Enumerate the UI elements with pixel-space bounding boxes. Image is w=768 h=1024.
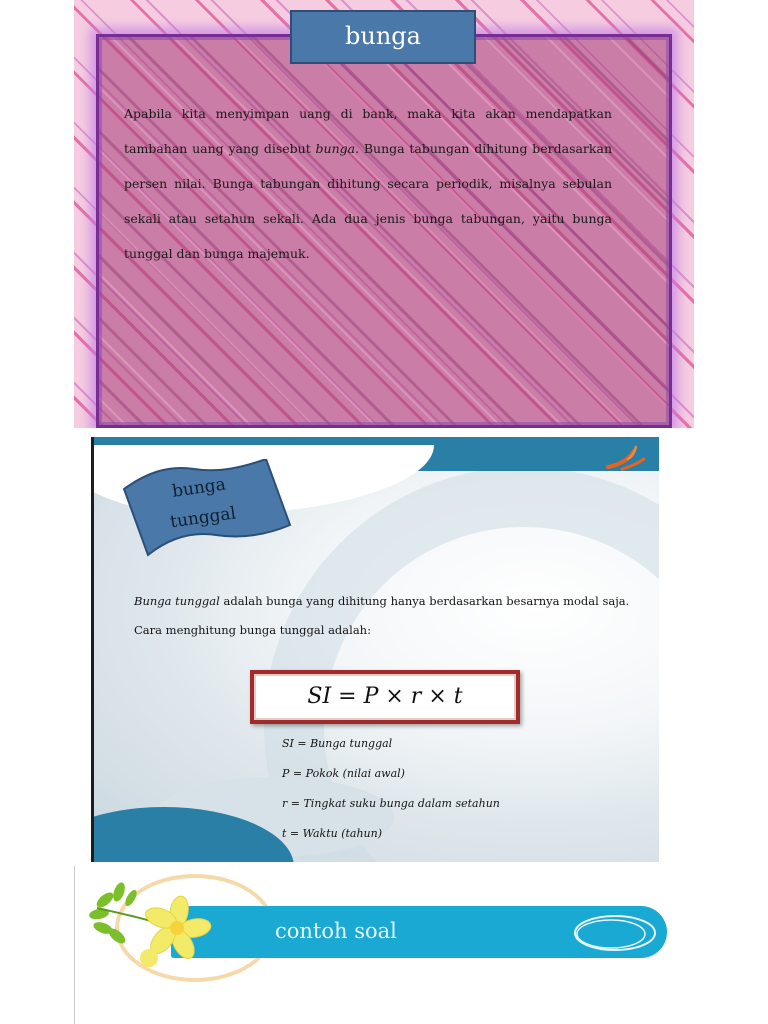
legend-item-si: SI = Bunga tunggal bbox=[282, 737, 393, 750]
formula-box: SI = P × r × t bbox=[250, 670, 520, 724]
body-text-part2: . Bunga tabungan dihitung berdasarkan persen nilai. Bunga tabungan dihitung secara periodik, misalnya sebulan sekali atau setahun sekali. Ada dua jenis bunga tabungan, yaitu bunga tunggal dan bunga majemuk. bbox=[124, 141, 612, 261]
definition-text bbox=[134, 587, 644, 645]
slide-title: bunga bbox=[290, 10, 476, 64]
definition-rest: adalah bunga yang dihitung hanya berdasarkan besarnya modal saja. bbox=[219, 594, 630, 608]
definition-line2: Cara menghitung bunga tunggal adalah: bbox=[134, 623, 371, 637]
slide-bunga-tunggal bbox=[91, 437, 659, 862]
swirl-loop-icon bbox=[565, 910, 661, 956]
banner-title-line2: tunggal bbox=[168, 503, 238, 533]
formula-legend bbox=[282, 729, 622, 849]
legend-item-r: r = Tingkat suku bunga dalam setahun bbox=[282, 797, 500, 810]
flower-leaf-icon bbox=[83, 878, 223, 978]
definition-term: Bunga tunggal bbox=[134, 594, 220, 608]
slide-body-text bbox=[124, 96, 612, 271]
banner-title-line1: bunga bbox=[170, 474, 227, 502]
definition-line1 bbox=[134, 587, 644, 616]
body-text-part1: Apabila kita menyimpan uang di bank, maka kita akan mendapatkan tambahan uang yang disebut bbox=[124, 106, 612, 156]
slide-bunga bbox=[74, 0, 694, 428]
slide-contoh-soal bbox=[74, 866, 694, 1024]
legend-item-p: P = Pokok (nilai awal) bbox=[282, 767, 405, 780]
slide-title: contoh soal bbox=[275, 919, 397, 943]
legend-item-t: t = Waktu (tahun) bbox=[282, 827, 383, 840]
body-text-emphasis: bunga bbox=[315, 141, 356, 156]
orange-flourish-icon bbox=[604, 445, 648, 473]
banner-title bbox=[152, 467, 249, 539]
